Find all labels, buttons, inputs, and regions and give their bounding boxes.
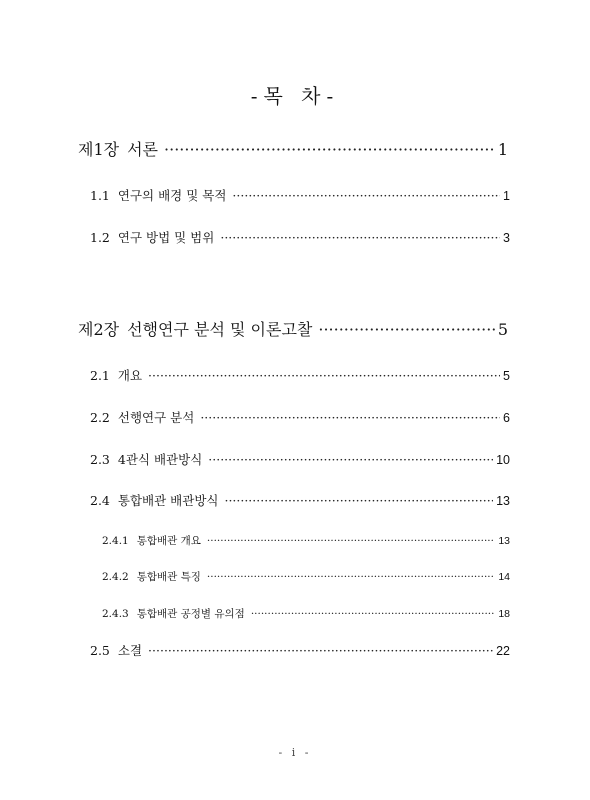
toc-entry-page: 13 [496, 494, 510, 508]
toc-entry-2-2[interactable] [90, 408, 510, 426]
toc-entry-title: 통합배관 특징 [136, 571, 201, 583]
toc-entry-2-4-2[interactable] [102, 569, 510, 584]
toc-dot-leader [200, 410, 500, 425]
toc-entry-2-3[interactable] [90, 450, 510, 468]
toc-title: -목 차- [250, 84, 340, 108]
toc-entry-title: 선행연구 분석 및 이론고찰 [127, 320, 313, 339]
toc-entry-number: 1.1 [90, 188, 110, 203]
toc-entry-title: 서론 [127, 140, 159, 159]
toc-entry-2-4-3[interactable] [102, 606, 510, 621]
toc-entry-1-2[interactable] [90, 228, 510, 246]
toc-entry-title: 연구 방법 및 범위 [117, 230, 215, 245]
toc-entry-page: 5 [503, 369, 510, 383]
toc-dot-leader [224, 493, 493, 508]
toc-dot-leader [208, 452, 493, 467]
toc-entry-2-4[interactable] [90, 491, 510, 509]
toc-entry-number: 2.4 [90, 493, 110, 508]
toc-entry-number: 제1장 [78, 140, 120, 159]
toc-entry-title: 통합배관 배관방식 [117, 493, 219, 508]
toc-entry-number: 1.2 [90, 230, 110, 245]
toc-entry-page: 6 [503, 411, 510, 425]
toc-entry-number: 2.4.1 [102, 535, 129, 547]
toc-dot-leader [207, 535, 495, 547]
toc-entry-1-1[interactable] [90, 186, 510, 204]
toc-entry-title: 통합배관 개요 [136, 535, 201, 547]
toc-entry-page: 13 [498, 535, 510, 547]
toc-entry-title: 4관식 배관방식 [117, 452, 203, 467]
toc-entry-number: 제2장 [78, 320, 120, 339]
toc-entry-number: 2.1 [90, 368, 110, 383]
toc-entry-chapter-1[interactable] [78, 137, 508, 160]
toc-dot-leader [220, 230, 500, 245]
toc-entry-title: 소결 [117, 643, 143, 658]
toc-dot-leader [251, 608, 495, 620]
toc-entry-page: 18 [498, 608, 510, 620]
toc-entry-number: 2.5 [90, 643, 110, 658]
toc-entry-number: 2.2 [90, 410, 110, 425]
page-number-footer: - i - [278, 746, 312, 759]
toc-dot-leader [148, 643, 493, 658]
toc-entry-2-1[interactable] [90, 366, 510, 384]
toc-dot-leader [318, 320, 494, 339]
toc-entry-page: 1 [497, 140, 508, 159]
toc-entry-title: 선행연구 분석 [117, 410, 195, 425]
toc-entry-title: 연구의 배경 및 목적 [117, 188, 227, 203]
toc-entry-2-5[interactable] [90, 641, 510, 659]
toc-entry-page: 1 [503, 189, 510, 203]
toc-entry-page: 14 [498, 571, 510, 583]
toc-entry-title: 개요 [117, 368, 143, 383]
toc-entry-page: 5 [497, 320, 508, 339]
toc-entry-number: 2.4.2 [102, 571, 129, 583]
toc-dot-leader [164, 140, 495, 159]
toc-entry-chapter-2[interactable] [78, 317, 508, 340]
toc-entry-page: 22 [496, 644, 510, 658]
toc-entry-page: 10 [496, 453, 510, 467]
toc-entry-page: 3 [503, 231, 510, 245]
toc-entry-number: 2.4.3 [102, 608, 129, 620]
toc-dot-leader [207, 571, 495, 583]
toc-entry-number: 2.3 [90, 452, 110, 467]
toc-entry-title: 통합배관 공정별 유의점 [136, 608, 245, 620]
toc-dot-leader [232, 188, 500, 203]
toc-dot-leader [148, 368, 500, 383]
toc-entry-2-4-1[interactable] [102, 533, 510, 548]
